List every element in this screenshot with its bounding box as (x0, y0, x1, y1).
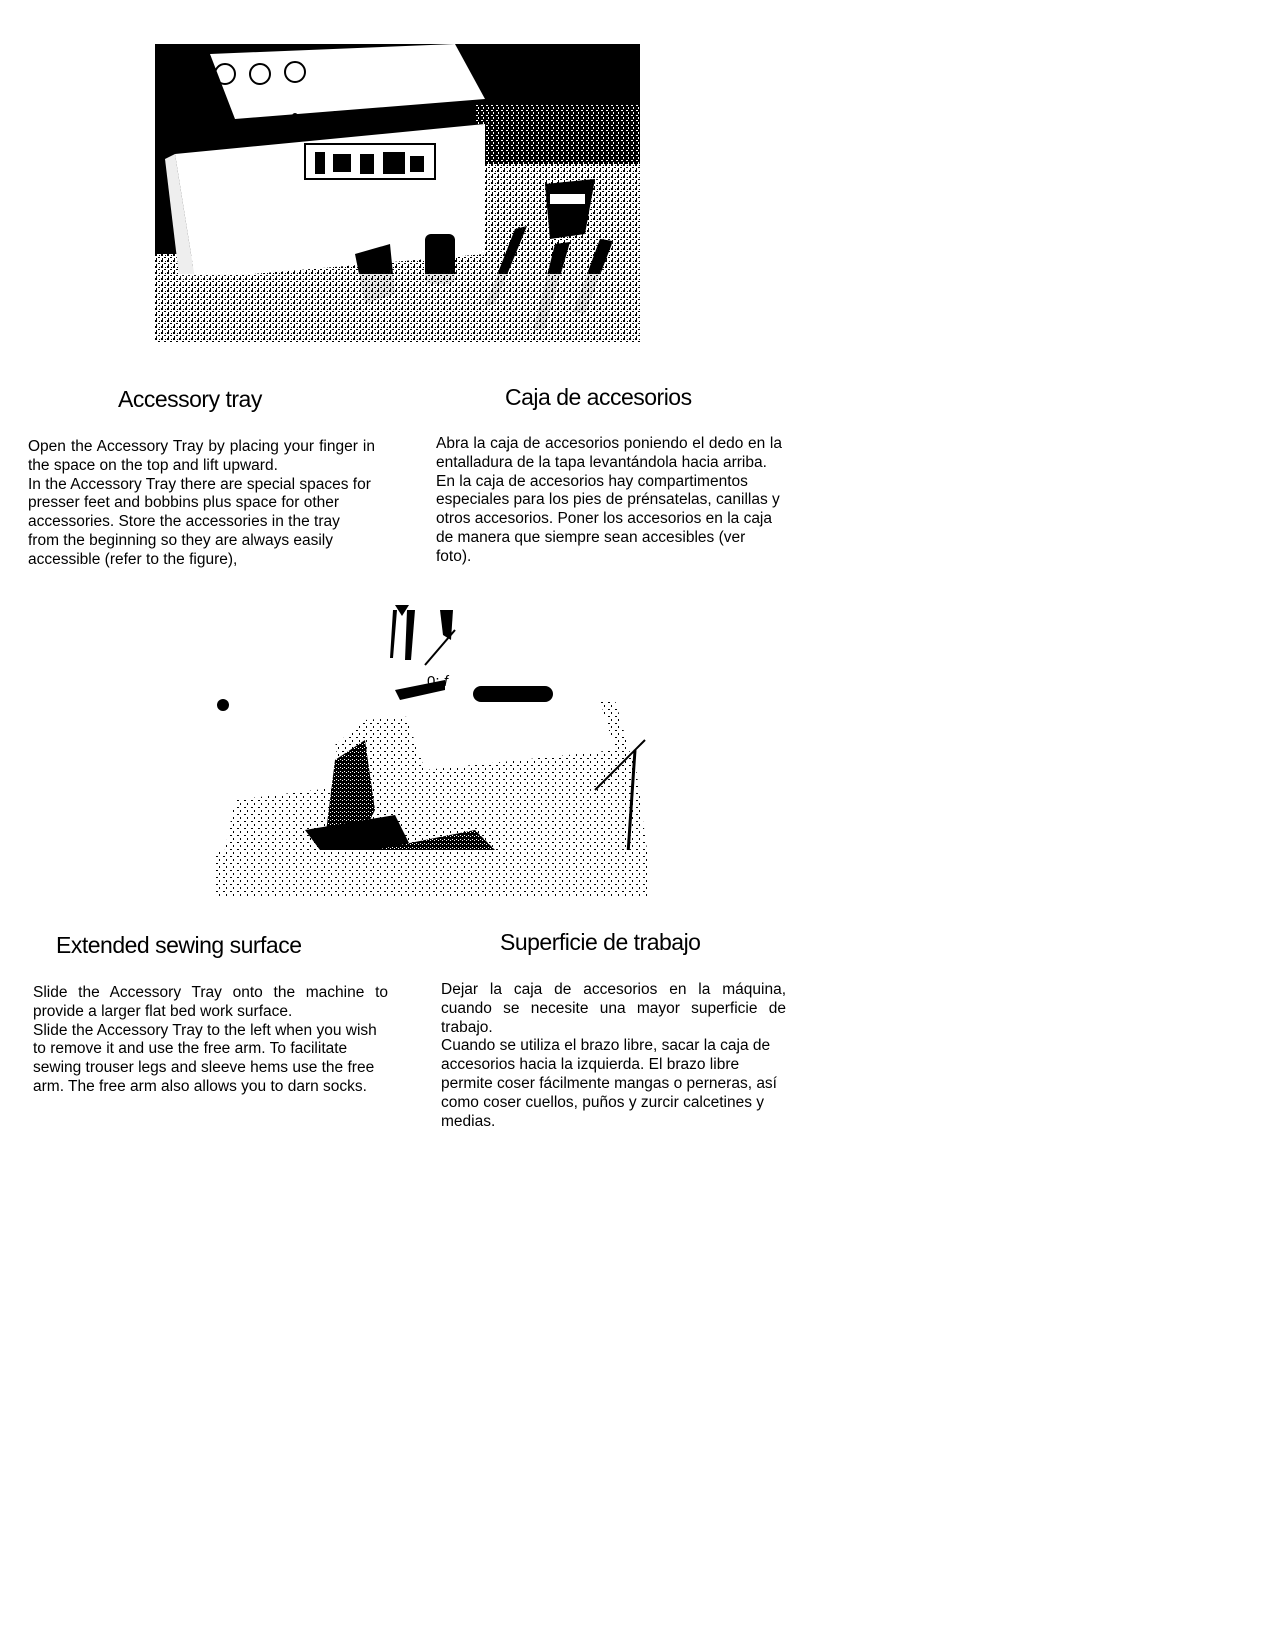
paragraph: En la caja de accesorios hay compartimentos especiales para los pies de prénsatelas, canillas y otros accesorios. Poner los accesorios en la caja de manera que siempre sean accesibles (ver foto). (436, 472, 780, 565)
extended-surface-heading-es: Superficie de trabajo (500, 929, 701, 955)
accessory-tray-heading-es: Caja de accesorios (505, 384, 692, 410)
paragraph: In the Accessory Tray there are special spaces for presser feet and bobbins plus space for other accessories. Store the accessories in the tray from the beginning so they are always easily accessible (refer to the figure), (28, 475, 371, 568)
figure-label-letter: f (443, 673, 448, 690)
paragraph: Dejar la caja de accesorios en la máquina, cuando se necesite una mayor superficie de trabajo. (441, 981, 786, 1036)
extended-surface-photo (215, 610, 647, 898)
paragraph: Cuando se utiliza el brazo libre, sacar la caja de accesorios hacia la izquierda. El brazo libre permite coser fácilmente mangas o perneras, así como coser cuellos, puños y zurcir calcetines y medias. (441, 1037, 777, 1130)
paragraph: Slide the Accessory Tray to the left when you wish to remove it and use the free arm. To facilitate sewing trouser legs and sleeve hems use the free arm. The free arm also allows you to darn socks. (33, 1021, 377, 1095)
extended-surface-text-es (441, 981, 786, 1131)
accessory-tray-text-es (436, 435, 782, 567)
extended-surface-heading-en: Extended sewing surface (56, 932, 302, 958)
figure-label-prefix: 0: (427, 673, 440, 690)
paragraph: Slide the Accessory Tray onto the machine to provide a larger flat bed work surface. (33, 984, 388, 1020)
triangle-marker-icon (395, 605, 409, 617)
accessory-tray-heading-en: Accessory tray (118, 386, 262, 412)
figure-label (427, 673, 448, 690)
accessory-tray-photo (155, 44, 640, 342)
paragraph: Abra la caja de accesorios poniendo el dedo en la entalladura de la tapa levantándola hacia arriba. (436, 435, 782, 471)
accessory-tray-text-en (28, 438, 375, 570)
extended-surface-text-en (33, 984, 388, 1097)
paragraph: Open the Accessory Tray by placing your finger in the space on the top and lift upward. (28, 438, 375, 474)
